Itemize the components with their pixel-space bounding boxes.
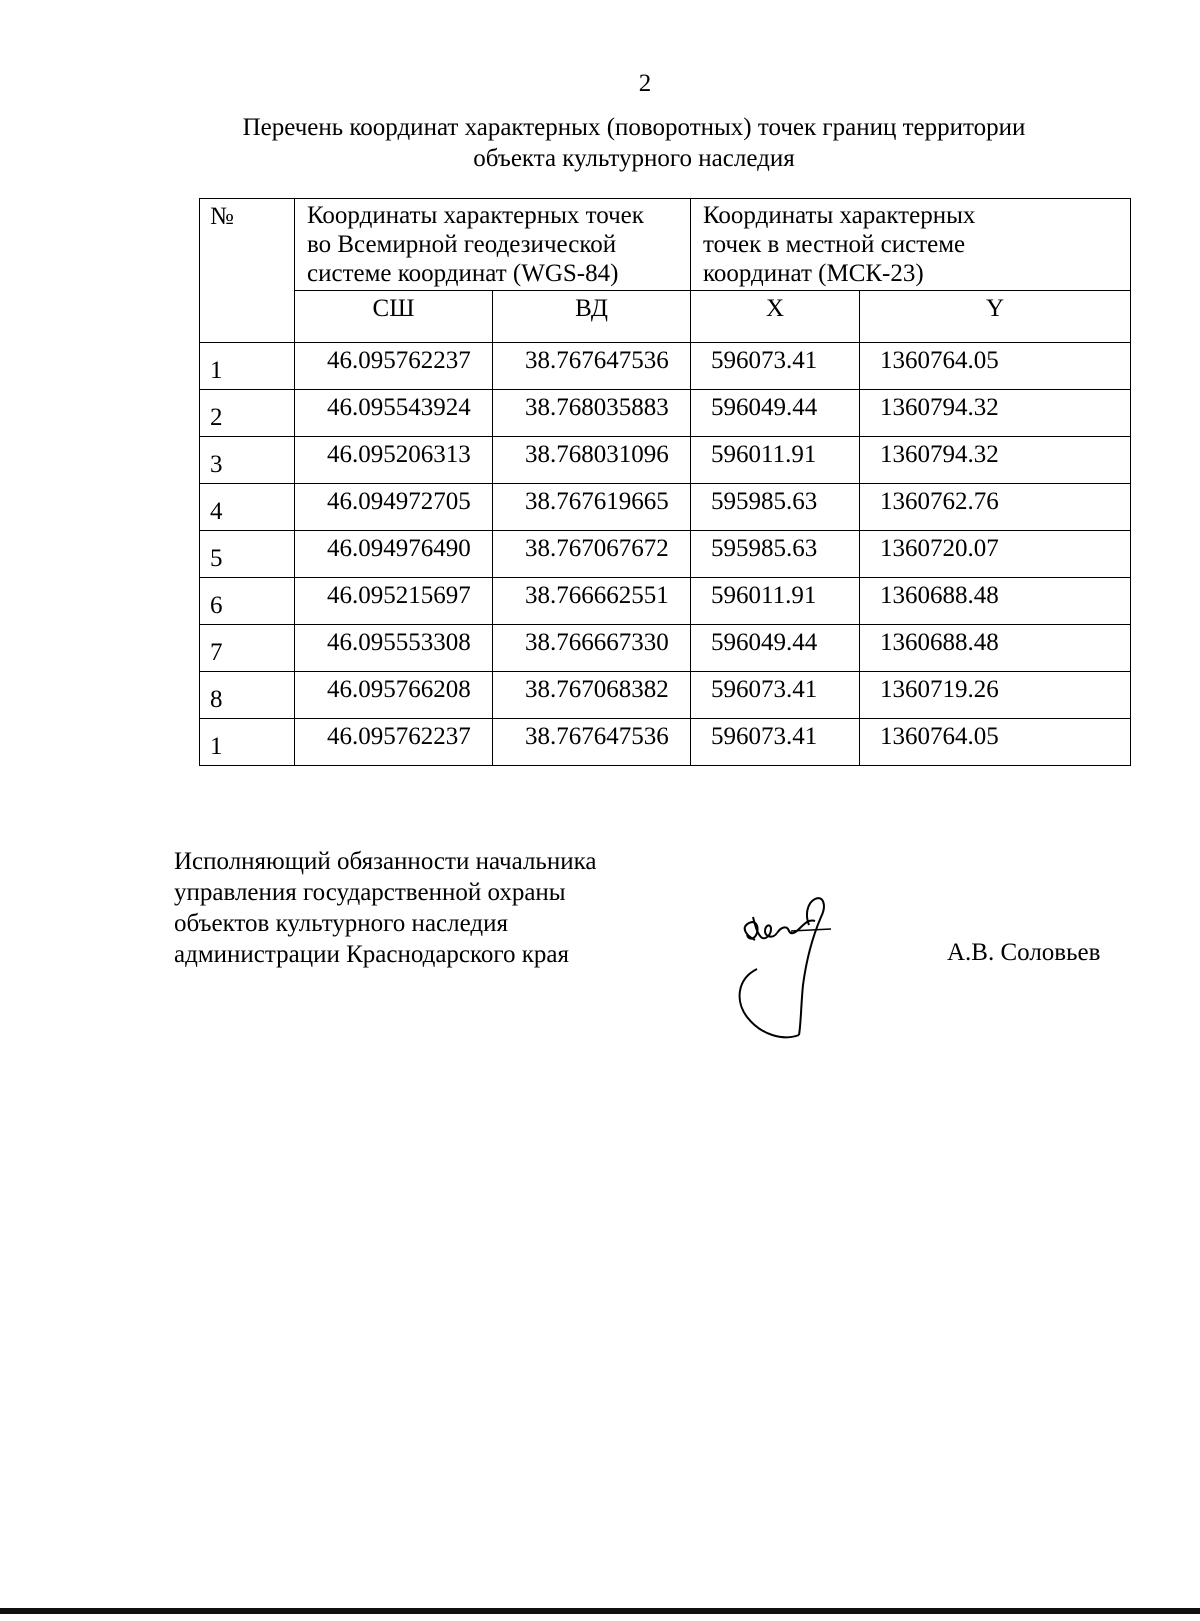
- latitude-cell: 46.095215697: [295, 578, 493, 625]
- title-line-2: объекта культурного наследия: [473, 145, 795, 172]
- signer-position: [174, 846, 596, 970]
- longitude-cell: 38.767068382: [493, 672, 691, 719]
- y-cell: 1360762.76: [860, 484, 1131, 531]
- x-cell: 596011.91: [691, 578, 860, 625]
- row-number: 1: [200, 343, 295, 390]
- table-row: [200, 390, 1131, 437]
- x-cell: 596049.44: [691, 390, 860, 437]
- row-number: 7: [200, 625, 295, 672]
- x-cell: 596011.91: [691, 437, 860, 484]
- y-cell: 1360764.05: [860, 719, 1131, 766]
- latitude-cell: 46.094976490: [295, 531, 493, 578]
- y-cell: 1360794.32: [860, 437, 1131, 484]
- coordinates-table: [199, 198, 1131, 766]
- latitude-cell: 46.094972705: [295, 484, 493, 531]
- row-number: 8: [200, 672, 295, 719]
- x-cell: 596049.44: [691, 625, 860, 672]
- title-line-1: Перечень координат характерных (поворотных) точек границ территории: [242, 114, 1026, 141]
- longitude-cell: 38.767067672: [493, 531, 691, 578]
- latitude-cell: 46.095553308: [295, 625, 493, 672]
- position-line-3: объектов культурного наследия: [174, 910, 508, 937]
- header-longitude: ВД: [493, 291, 691, 343]
- y-cell: 1360719.26: [860, 672, 1131, 719]
- x-cell: 595985.63: [691, 484, 860, 531]
- header-latitude: СШ: [295, 291, 493, 343]
- y-cell: 1360720.07: [860, 531, 1131, 578]
- header-wgs84-line-1: Координаты характерных точек: [307, 202, 644, 229]
- longitude-cell: 38.767647536: [493, 719, 691, 766]
- document-title: [190, 112, 1078, 174]
- longitude-cell: 38.768031096: [493, 437, 691, 484]
- y-cell: 1360794.32: [860, 390, 1131, 437]
- header-wgs84-group: [295, 199, 691, 291]
- row-number: 5: [200, 531, 295, 578]
- y-cell: 1360688.48: [860, 625, 1131, 672]
- row-number: 1: [200, 719, 295, 766]
- row-number: 2: [200, 390, 295, 437]
- table-row: [200, 531, 1131, 578]
- handwritten-signature: [735, 895, 845, 1045]
- y-cell: 1360764.05: [860, 343, 1131, 390]
- longitude-cell: 38.766662551: [493, 578, 691, 625]
- y-cell: 1360688.48: [860, 578, 1131, 625]
- scan-edge-line: [0, 1608, 1200, 1614]
- x-cell: 596073.41: [691, 672, 860, 719]
- row-number: 3: [200, 437, 295, 484]
- table-row: [200, 343, 1131, 390]
- x-cell: 596073.41: [691, 719, 860, 766]
- latitude-cell: 46.095762237: [295, 343, 493, 390]
- position-line-4: администрации Краснодарского края: [174, 941, 570, 968]
- row-number: 6: [200, 578, 295, 625]
- x-cell: 596073.41: [691, 343, 860, 390]
- table-header-row: [200, 199, 1131, 291]
- header-y: Y: [860, 291, 1131, 343]
- header-number: №: [200, 199, 295, 343]
- header-wgs84-line-3: системе координат (WGS-84): [307, 260, 619, 287]
- page-number: 2: [638, 70, 652, 97]
- header-msk23-line-2: точек в местной системе: [703, 231, 966, 258]
- latitude-cell: 46.095766208: [295, 672, 493, 719]
- header-msk23-line-1: Координаты характерных: [703, 202, 976, 229]
- position-line-1: Исполняющий обязанности начальника: [174, 848, 597, 875]
- longitude-cell: 38.767647536: [493, 343, 691, 390]
- x-cell: 595985.63: [691, 531, 860, 578]
- signer-name: А.В. Соловьев: [947, 939, 1101, 966]
- header-x: X: [691, 291, 860, 343]
- longitude-cell: 38.768035883: [493, 390, 691, 437]
- table-row: [200, 625, 1131, 672]
- row-number: 4: [200, 484, 295, 531]
- header-msk23-group: [691, 199, 1131, 291]
- table-subheader-row: [200, 291, 1131, 343]
- table-row: [200, 672, 1131, 719]
- latitude-cell: 46.095543924: [295, 390, 493, 437]
- latitude-cell: 46.095206313: [295, 437, 493, 484]
- table-row: [200, 437, 1131, 484]
- header-msk23-line-3: координат (МСК-23): [703, 260, 924, 287]
- longitude-cell: 38.766667330: [493, 625, 691, 672]
- longitude-cell: 38.767619665: [493, 484, 691, 531]
- header-wgs84-line-2: во Всемирной геодезической: [307, 231, 617, 258]
- table-row: [200, 484, 1131, 531]
- latitude-cell: 46.095762237: [295, 719, 493, 766]
- table-row: [200, 578, 1131, 625]
- position-line-2: управления государственной охраны: [174, 879, 566, 906]
- table-row: [200, 719, 1131, 766]
